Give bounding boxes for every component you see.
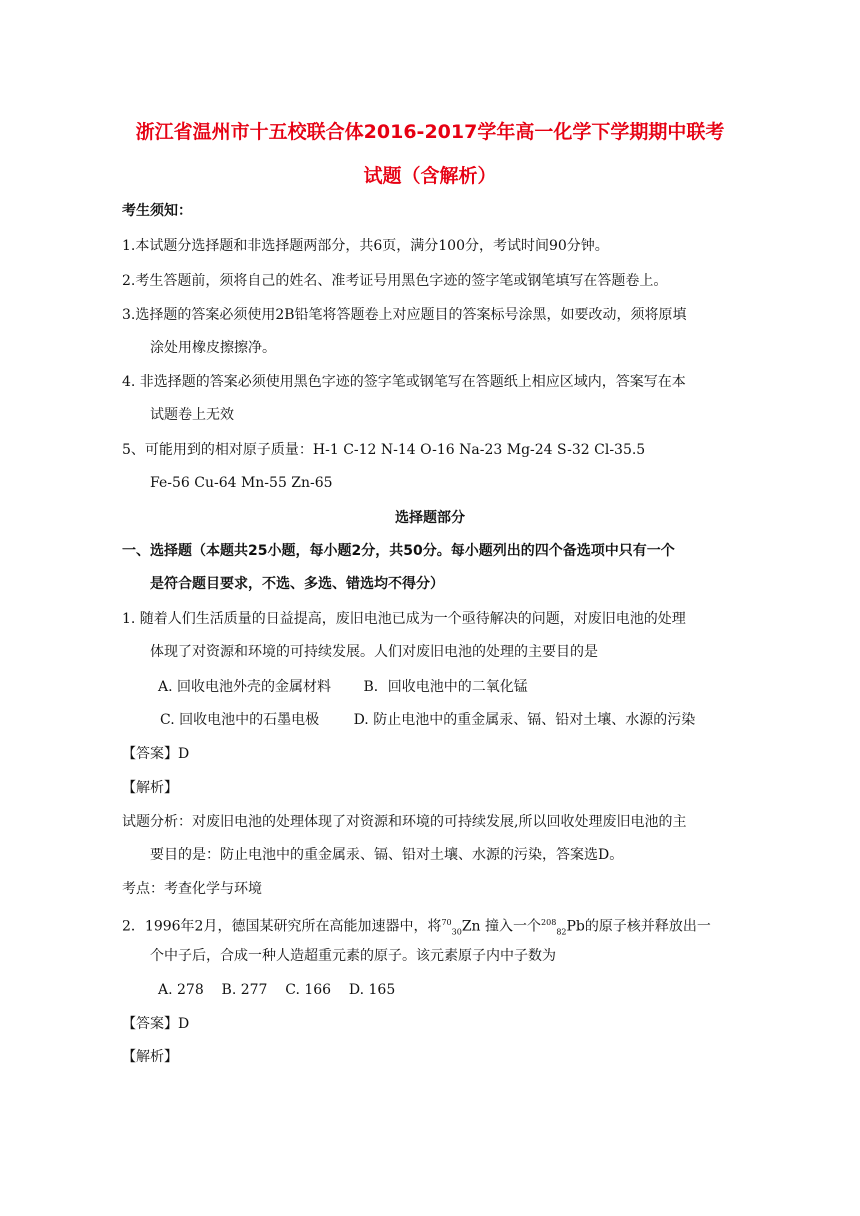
notice-item: 1.本试题分选择题和非选择题两部分，共6页，满分100分，考试时间90分钟。 (122, 238, 609, 254)
question-1-analysis-continued: 要目的是：防止电池中的重金属汞、镉、铅对土壤、水源的污染，答案选D。 (150, 847, 624, 863)
question-2-stem-continued: 个中子后，合成一种人造超重元素的原子。该元素原子内中子数为 (150, 948, 556, 964)
notice-item: 5、可能用到的相对原子质量：H-1 C-12 N-14 O-16 Na-23 Mg-24 S-32 Cl-35.5 (122, 442, 646, 458)
lead-atomic-number: 82 (556, 927, 567, 937)
notice-item-continued: 涂处用橡皮擦擦净。 (150, 340, 276, 356)
zinc-nuclide (441, 913, 480, 942)
notice-item: 4. 非选择题的答案必须使用黑色字迹的签字笔或钢笔写在答题纸上相应区域内，答案写在本 (122, 374, 686, 390)
question-2-options: A. 278 B. 277 C. 166 D. 165 (158, 982, 396, 998)
zinc-atomic-number: 30 (451, 927, 462, 937)
question-1-analysis-label: 【解析】 (122, 780, 178, 796)
question-1-knowledge-point: 考点：考查化学与环境 (122, 881, 262, 897)
section-title: 选择题部分 (395, 510, 465, 526)
lead-nuclide (541, 913, 585, 942)
notice-item: 3.选择题的答案必须使用2B铅笔将答题卷上对应题目的答案标号涂黑，如要改动，须将原填 (122, 307, 687, 323)
document-title-line-2: 试题（含解析） (363, 165, 497, 187)
question-2-stem (122, 913, 711, 942)
document-title-line-1: 浙江省温州市十五校联合体2016-2017学年高一化学下学期期中联考 (135, 121, 725, 143)
question-2-stem-text: 撞入一个 (485, 918, 542, 935)
part-heading: 一、选择题（本题共25小题，每小题2分，共50分。每小题列出的四个备选项中只有一个 (122, 543, 675, 559)
notice-item-continued: 试题卷上无效 (150, 407, 234, 423)
lead-symbol: Pb (566, 918, 585, 935)
zinc-mass-number: 70 (441, 918, 452, 927)
notice-item-continued: Fe-56 Cu-64 Mn-55 Zn-65 (150, 475, 333, 491)
question-2-analysis-label: 【解析】 (122, 1049, 178, 1065)
zinc-symbol: Zn (461, 918, 481, 935)
option-a: A. 回收电池外壳的金属材料 (158, 679, 332, 695)
option-d: D. 防止电池中的重金属汞、镉、铅对土壤、水源的污染 (353, 712, 696, 728)
notice-item: 2.考生答题前，须将自己的姓名、准考证号用黑色字迹的签字笔或钢笔填写在答题卷上。 (122, 273, 668, 289)
question-2-stem-text: 的原子核并释放出一 (584, 918, 711, 935)
option-c: C. 回收电池中的石墨电极 (160, 712, 320, 728)
question-1-answer: 【答案】D (122, 746, 190, 762)
question-1-analysis: 试题分析：对废旧电池的处理体现了对资源和环境的可持续发展,所以回收处理废旧电池的主 (122, 814, 687, 830)
notice-heading: 考生须知： (122, 203, 192, 219)
option-b: B．回收电池中的二氧化锰 (363, 679, 528, 695)
question-1-stem: 1. 随着人们生活质量的日益提高，废旧电池已成为一个亟待解决的问题，对废旧电池的处理 (122, 611, 686, 627)
lead-mass-number: 208 (541, 918, 557, 927)
question-2-answer: 【答案】D (122, 1016, 190, 1032)
question-1-stem-continued: 体现了对资源和环境的可持续发展。人们对废旧电池的处理的主要目的是 (150, 644, 598, 660)
question-1-options-cd (160, 710, 695, 730)
question-2-stem-text: 2．1996年2月，德国某研究所在高能加速器中，将 (122, 918, 442, 935)
part-heading-continued: 是符合题目要求，不选、多选、错选均不得分） (150, 576, 444, 592)
question-1-options-ab (158, 677, 528, 697)
